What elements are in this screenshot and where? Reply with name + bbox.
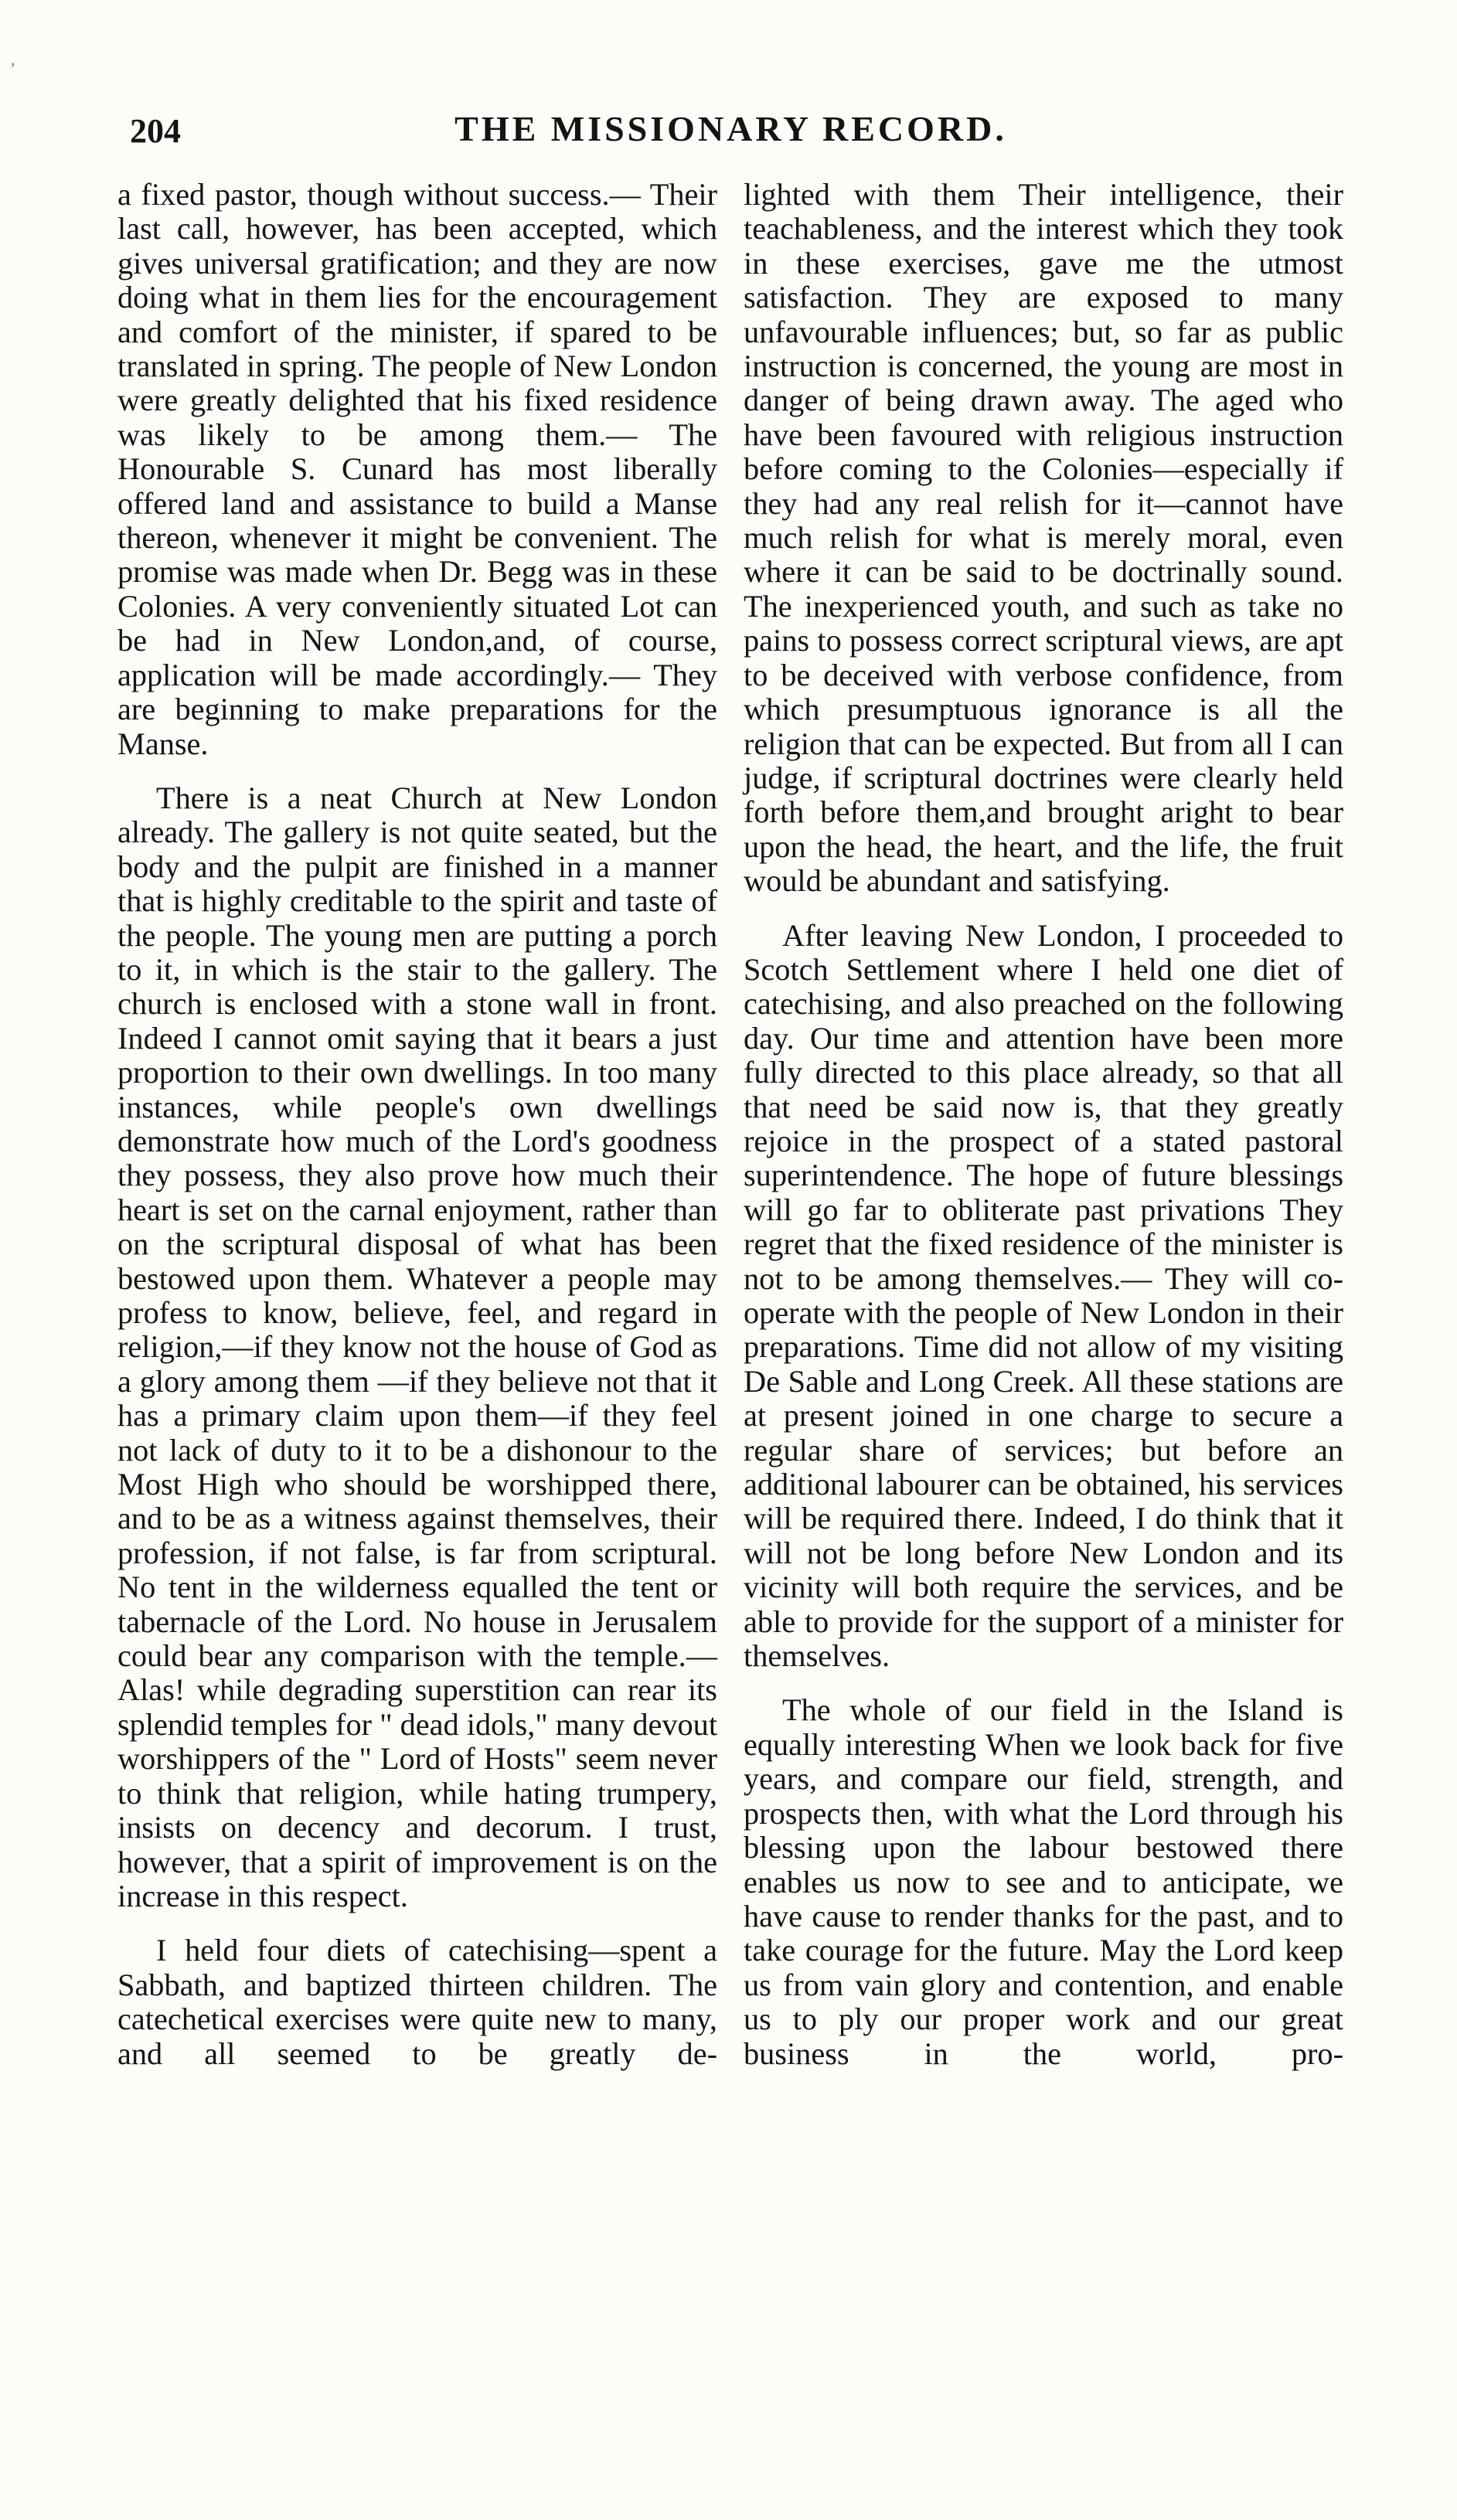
page-header	[114, 108, 1347, 155]
running-title: THE MISSIONARY RECORD.	[454, 109, 1007, 148]
paragraph: The whole of our field in the Island is equally interesting When we look back for five years, and compare our field, strength, and prospects then, with what the Lord through his blessing upon the labour bestowed there enables us now to see and to anticipate, we have cause to render thanks for the past, and to take courage for the future. May the Lord keep us from vain glory and contention, and enable us to ply our proper work and our great business in the world, pro-	[744, 1692, 1343, 2071]
page-number: 204	[130, 112, 181, 150]
left-column	[117, 178, 717, 2071]
margin-mark: ,	[11, 49, 15, 69]
right-column	[744, 178, 1343, 2071]
paragraph: There is a neat Church at New London already. The gallery is not quite seated, but the body and the pulpit are finished in a manner that is highly creditable to the spirit and taste of the people. The young men are putting a porch to it, in which is the stair to the gallery. The church is enclosed with a stone wall in front. Indeed I cannot omit saying that it bears a just proportion to their own dwellings. In too many instances, while people's own dwellings demonstrate how much of the Lord's goodness they possess, they also prove how much their heart is set on the carnal enjoyment, rather than on the scriptural disposal of what has been bestowed upon them. Whatever a people may profess to know, believe, feel, and regard in religion,—if they know not the house of God as a glory among them —if they believe not that it has a primary claim upon them—if they feel not lack of duty to it to be a dishonour to the Most High who should be worshipped there, and to be as a witness against themselves, their profession, if not false, is far from scriptural. No tent in the wilderness equalled the tent or tabernacle of the Lord. No house in Jerusalem could bear any comparison with the temple.— Alas! while degrading superstition can rear its splendid temples for " dead idols," many devout worshippers of the " Lord of Hosts" seem never to think that religion, while hating trumpery, insists on decency and decorum. I trust, however, that a spirit of improvement is on the increase in this respect.	[117, 780, 718, 1913]
paragraph: After leaving New London, I proceeded to Scotch Settlement where I held one diet of catechising, and also preached on the following day. Our time and attention have been more fully directed to this place already, so that all that need be said now is, that they greatly rejoice in the prospect of a stated pastoral superintendence. The hope of future blessings will go far to obliterate past privations They regret that the fixed residence of the minister is not to be among themselves.— They will co-operate with the people of New London in their preparations. Time did not allow of my visiting De Sable and Long Creek. All these stations are at present joined in one charge to secure a regular share of services; but before an additional labourer can be obtained, his services will be required there. Indeed, I do think that it will not be long before New London and its vicinity will both require the services, and be able to provide for the support of a minister for themselves.	[744, 917, 1343, 1674]
paragraph: a fixed pastor, though without success.— Their last call, however, has been accepted, which gives universal gratification; and they are now doing what in them lies for the encouragement and comfort of the minister, if spared to be translated in spring. The people of New London were greatly delighted that his fixed residence was likely to be among them.— The Honourable S. Cunard has most liberally offered land and assistance to build a Manse thereon, whenever it might be convenient. The promise was made when Dr. Begg was in these Colonies. A very conveniently situated Lot can be had in New London,and, of course, application will be made accordingly.— They are beginning to make preparations for the Manse.	[117, 177, 717, 761]
paragraph: lighted with them Their intelligence, their teachableness, and the interest which they took in these exercises, gave me the utmost satisfaction. They are exposed to many unfavourable influences; but, so far as public instruction is concerned, the young are most in danger of being drawn away. The aged who have been favoured with religious instruction before coming to the Colonies—especially if they had any real relish for it—cannot have much relish for what is merely moral, even where it can be said to be doctrinally sound. The inexperienced youth, and such as take no pains to possess correct scriptural views, are apt to be deceived with verbose confidence, from which presumptuous ignorance is all the religion that can be expected. But from all I can judge, if scriptural doctrines were clearly held forth before them,and brought aright to bear upon the head, the heart, and the life, the fruit would be abundant and satisfying.	[744, 177, 1343, 899]
paragraph: I held four diets of catechising—spent a Sabbath, and baptized thirteen children. The catechetical exercises were quite new to many, and all seemed to be greatly de-	[117, 1933, 717, 2071]
